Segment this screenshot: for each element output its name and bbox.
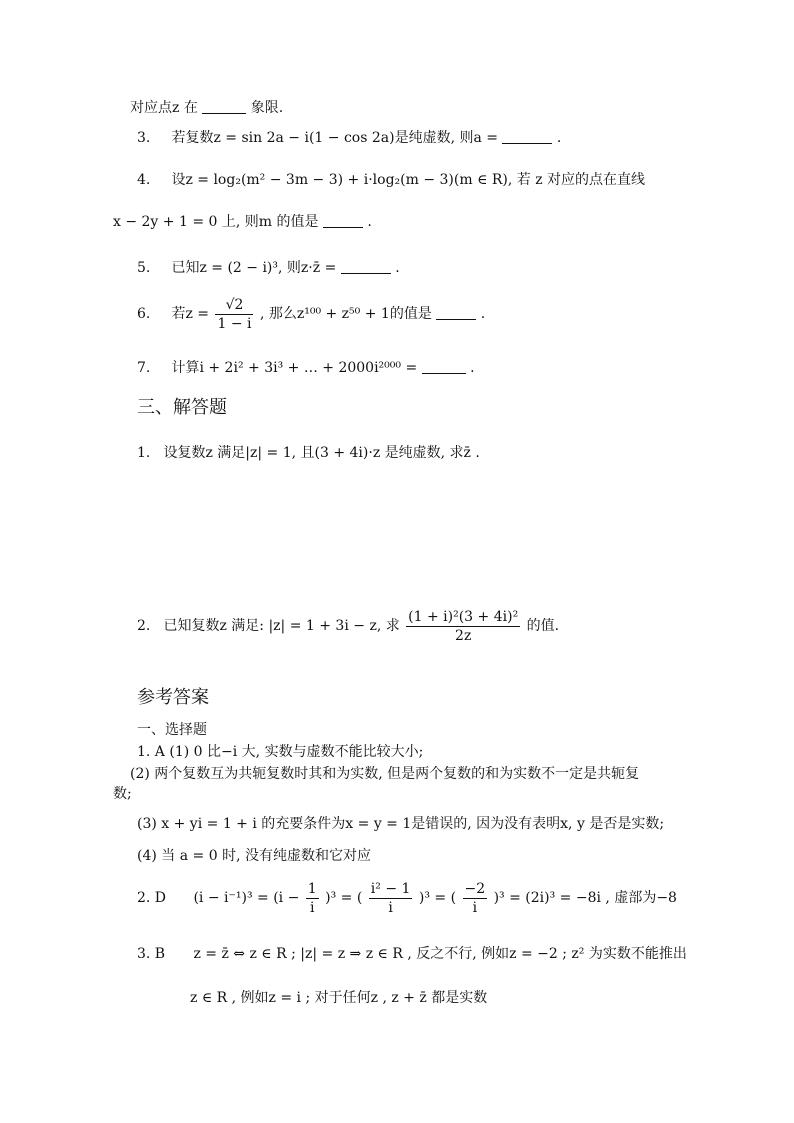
answers-subtitle: 一、选择题 (137, 722, 207, 738)
answer-3 (137, 944, 687, 964)
fraction-numerator: −2 (464, 880, 486, 897)
problem-number: 3. (137, 130, 151, 146)
answer-1-line-5: (4) 当 a = 0 时, 没有纯虚数和它对应 (137, 848, 371, 864)
question-2-pre: 已知复数z 满足: |z| = 1 + 3i − z, 求 (163, 618, 400, 634)
problem-4-continued (113, 212, 372, 232)
problem-3 (137, 128, 561, 148)
problem-3-text: 若复数z = sin 2a − i(1 − cos 2a)是纯虚数, 则a = (171, 130, 498, 146)
answer-2-mid: )³ = ( (325, 890, 363, 906)
answer-1-line-2: (2) 两个复数互为共轭复数时其和为实数, 但是两个复数的和为实数不一定是共轭复 (130, 766, 640, 782)
answer-3-label: 3. B (137, 946, 166, 962)
answer-2-label: 2. D (137, 890, 167, 906)
fraction (463, 880, 488, 917)
problem-6-pre: 若z = (171, 306, 210, 322)
fraction (306, 880, 319, 917)
problem-7-text: 计算i + 2i² + 3i³ + … + 2000i²⁰⁰⁰ = (171, 360, 418, 376)
section-3-question-1 (137, 443, 480, 463)
fraction-denominator: i (472, 899, 478, 916)
problem-4-cont-text: x − 2y + 1 = 0 上, 则m 的值是 (113, 214, 319, 230)
fraction-numerator: 1 (307, 880, 317, 897)
answer-2-pre: (i − i⁻¹)³ = (i − (193, 890, 300, 906)
fraction-denominator: 2z (455, 627, 472, 644)
problem-2-tail (130, 98, 283, 118)
section-3-title: 三、解答题 (137, 397, 227, 418)
fraction-denominator: 1 − i (217, 315, 252, 332)
fraction (406, 608, 520, 645)
problem-number: 4. (137, 172, 151, 188)
answer-blank (502, 129, 552, 144)
fraction-numerator: √2 (215, 296, 253, 315)
problem-7-after: . (470, 360, 475, 376)
problem-5-text: 已知z = (2 − i)³, 则z·z̄ = (171, 260, 337, 276)
problem-6-after: . (480, 306, 486, 322)
answer-1-line-3: 数; (113, 786, 132, 802)
problem-3-after: . (556, 130, 562, 146)
answer-3-line-2: z ∈ R , 例如z = i ; 对于任何z , z + z̄ 都是实数 (190, 990, 488, 1006)
problem-2-after: 象限. (250, 100, 284, 116)
problem-5-after: . (395, 260, 400, 276)
section-3-question-2 (137, 606, 559, 646)
question-2-after: 的值. (526, 618, 560, 634)
problem-4-text: 设z = log₂(m² − 3m − 3) + i·log₂(m − 3)(m ∈ R), 若 z 对应的点在直线 (171, 172, 646, 188)
problem-number: 5. (137, 260, 151, 276)
answer-2-post: )³ = (2i)³ = −8i , 虚部为−8 (493, 890, 677, 906)
problem-7 (137, 358, 475, 378)
answer-blank (323, 213, 363, 228)
problem-6 (137, 294, 485, 334)
answer-2-mid2: )³ = ( (418, 890, 457, 906)
answer-2 (137, 878, 677, 918)
answers-title: 参考答案 (137, 687, 209, 708)
fraction-numerator: i² − 1 (370, 880, 411, 897)
question-1-text: 设复数z 满足|z| = 1, 且(3 + 4i)·z 是纯虚数, 求z̄ . (163, 445, 480, 461)
answer-1-line-1: 1. A (1) 0 比−i 大, 实数与虚数不能比较大小; (137, 744, 424, 760)
answer-blank (202, 99, 246, 114)
fraction-denominator: i (310, 899, 315, 916)
problem-4-after: . (367, 214, 372, 230)
answer-blank (422, 359, 466, 374)
problem-4 (137, 170, 645, 190)
fraction (215, 296, 253, 333)
fraction-numerator: (1 + i)²(3 + 4i)² (408, 608, 519, 625)
answer-1-line-4: (3) x + yi = 1 + i 的充要条件为x = y = 1是错误的, 因为没有表明x, y 是否是实数; (137, 816, 665, 832)
problem-number: 7. (137, 360, 151, 376)
question-number: 1. (137, 445, 151, 461)
problem-6-text: , 那么z¹⁰⁰ + z⁵⁰ + 1的值是 (259, 306, 432, 322)
question-number: 2. (137, 618, 151, 634)
answer-blank (341, 259, 391, 274)
fraction (369, 880, 413, 917)
problem-5 (137, 258, 400, 278)
problem-2-text: 对应点z 在 (130, 100, 198, 116)
answer-blank (436, 305, 476, 320)
answer-3-line-1: z = z̄ ⇔ z ∈ R ; |z| = z ⇒ z ∈ R , 反之不行, 例如z = −2 ; z² 为实数不能推出 (193, 946, 687, 962)
problem-number: 6. (137, 306, 151, 322)
fraction-denominator: i (388, 899, 393, 916)
